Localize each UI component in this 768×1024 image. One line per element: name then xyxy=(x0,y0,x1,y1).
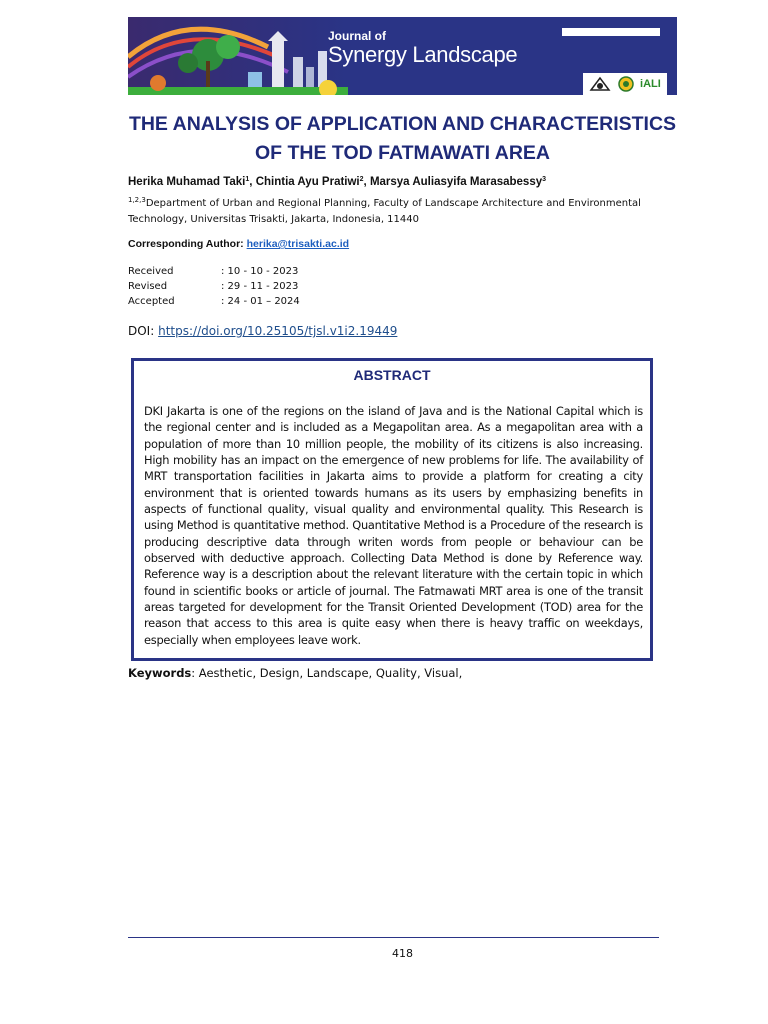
author-list: Herika Muhamad Taki$^1$, Chintia Ayu Pratiwi$^2$, Marsya Auliasyifa Marasabessy$^3$ xyxy=(128,176,547,188)
abstract-box xyxy=(131,358,653,661)
author-affil-mark: 3 xyxy=(542,176,547,183)
author-name: Chintia Ayu Pratiwi xyxy=(255,176,360,188)
date-row-revised xyxy=(128,279,300,294)
affiliation xyxy=(128,193,680,227)
keywords xyxy=(128,666,462,680)
journal-banner xyxy=(128,17,677,95)
partner-logos xyxy=(583,73,667,95)
page-number: 418 xyxy=(392,947,413,960)
affiliation-mark: 1,2,3 xyxy=(128,196,146,204)
date-row-received xyxy=(128,264,300,279)
date-value: : 24 - 01 – 2024 xyxy=(221,296,300,307)
keywords-label: Keywords xyxy=(128,666,192,680)
faculty-logo-icon xyxy=(618,76,634,92)
university-logo-icon xyxy=(589,76,611,92)
article-dates xyxy=(128,264,300,309)
article-title: THE ANALYSIS OF APPLICATION AND CHARACTERISTICS OF THE TOD FATMAWATI AREA xyxy=(128,113,677,164)
corresponding-author xyxy=(128,238,349,250)
author-name: Herika Muhamad Taki xyxy=(128,176,246,188)
doi-link[interactable]: https://doi.org/10.25105/tjsl.v1i2.19449 xyxy=(158,324,398,338)
corresponding-label: Corresponding Author: xyxy=(128,238,244,250)
date-label: Received xyxy=(128,266,174,277)
corresponding-email-link[interactable]: herika@trisakti.ac.id xyxy=(246,238,350,250)
date-value: : 29 - 11 - 2023 xyxy=(221,281,299,292)
banner-illustration xyxy=(128,17,348,95)
banner-white-bar xyxy=(562,28,660,36)
abstract-text: DKI Jakarta is one of the regions on the island of Java and is the National Capital which is the regional center and is included as a Megapolitan area. As a megapolitan area with a population of more than 10 million people, the mobility of its citizens is also increasing. High mobility has an impact on the emergence of new problems for life. The availability of MRT transportation facilities in Jakarta aims to provide a platform for creating a city environment that is oriented towards humans as its users by emphasizing benefits in aspects of functional quality, visual quality and environmental quality. This Research is using Method is quantitative method. Quantitative Method is a Procedure of the research is producing descriptive data through writen words from people or behaviour can be observed with deductive approach. Collecting Data Method is done by Reference way. Reference way is a description about the relevant literature with the certain topic in which found in scientific books or article of journal. The Fatmawati MRT area is one of the transit areas targeted for development for the Transit Oriented Development (TOD) area for the reason that access to this area is quite easy when there is heavy traffic on weekdays, especially when employees leave work. xyxy=(144,404,643,647)
author-affil-mark: 2 xyxy=(359,176,364,183)
author-affil-mark: 1 xyxy=(245,176,250,183)
date-label: Revised xyxy=(128,281,168,292)
affiliation-text: Department of Urban and Regional Planning, Faculty of Landscape Architecture and Environmental Technology, Universitas Trisakti, Jakarta, Indonesia, 11440 xyxy=(128,198,641,225)
journal-name-line2: Synergy Landscape xyxy=(328,42,518,67)
association-logo-text: iALI xyxy=(640,78,661,90)
date-row-accepted xyxy=(128,294,300,309)
date-value: : 10 - 10 - 2023 xyxy=(221,266,299,277)
doi-line xyxy=(128,324,397,338)
journal-name-line1: Journal of xyxy=(328,29,387,43)
keywords-text: : Aesthetic, Design, Landscape, Quality, Visual, xyxy=(191,666,463,680)
footer-divider xyxy=(128,937,659,938)
abstract-heading: ABSTRACT xyxy=(353,367,431,383)
doi-label: DOI: xyxy=(128,324,155,338)
author-name: Marsya Auliasyifa Marasabessy xyxy=(369,176,543,188)
date-label: Accepted xyxy=(128,296,175,307)
